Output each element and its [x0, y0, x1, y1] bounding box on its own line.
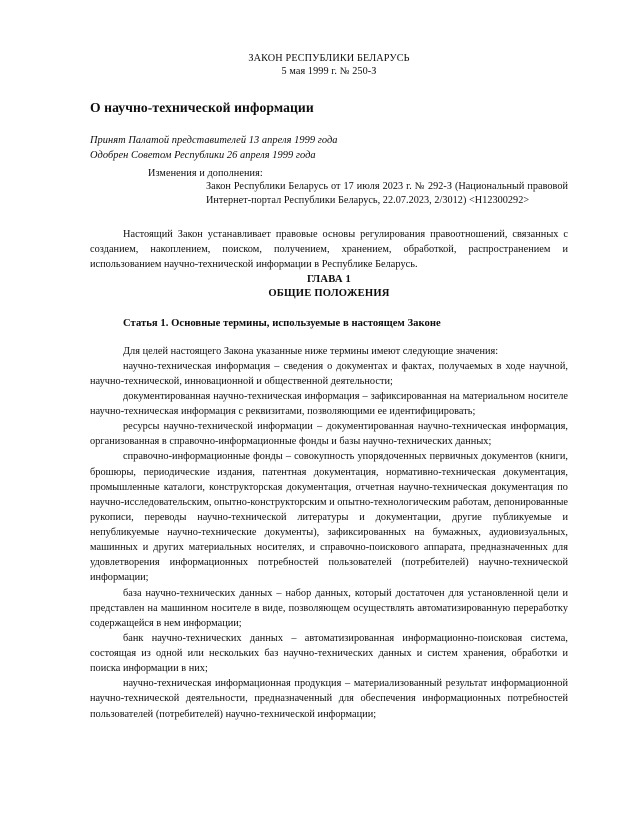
adopted-by-house-line: Принят Палатой представителей 13 апреля 1999 года [90, 135, 338, 147]
preamble-paragraph: Настоящий Закон устанавливает правовые основы регулирования правоотношений, связанных с созданием, накоплением, поиском, получением, хранением, обработкой, распространением и использованием научно-технической информации в Республике Беларусь. [90, 228, 568, 270]
definition-item: база научно-технических данных – набор данных, который достаточен для установленной цели и представлен на машинном носителе в виде, позволяющем осуществлять автоматизированную переработку содержащейся в нем информации; [90, 587, 568, 629]
definition-item: документированная научно-техническая информация – зафиксированная на материальном носителе научно-техническая информация с реквизитами, позволяющими ее идентифицировать; [90, 390, 568, 418]
definition-item: банк научно-технических данных – автоматизированная информационно-поисковая система, состоящая из одной или нескольких баз научно-технических данных и систем хранения, обработки и поиска информации в них; [90, 632, 568, 675]
amendments-reference: Закон Республики Беларусь от 17 июля 2023 г. № 292-З (Национальный правовой Интернет-портал Республики Беларусь, 22.07.2023, 2/3012) <H12300292> [206, 180, 568, 207]
chapter-title: ОБЩИЕ ПОЛОЖЕНИЯ [268, 288, 390, 300]
law-title: ЗАКОН РЕСПУБЛИКИ БЕЛАРУСЬ [248, 53, 410, 64]
chapter-number: ГЛАВА 1 [306, 273, 352, 285]
definition-item: ресурсы научно-технической информации – документированная научно-техническая информация, организованная в справочно-информационные фонды и базы научно-технических данных; [90, 421, 568, 448]
definition-item: научно-техническая информация – сведения о документах и фактах, получаемых в ходе научной, научно-технической, инновационной и общественной деятельности; [90, 360, 568, 387]
definitions-list [90, 359, 568, 722]
law-date-number: 5 мая 1999 г. № 250-З [281, 66, 377, 78]
article-lead-in: Для целей настоящего Закона указанные ниже термины имеют следующие значения: [123, 345, 499, 357]
definition-item: научно-техническая информационная продукция – материализованный результат информационной научно-технической деятельности, предназначенный для обеспечения информационных потребностей пользователей (потребителей) научно-технической информации; [90, 678, 568, 720]
document-body [90, 52, 568, 722]
page-title: О научно-технической информации [90, 100, 314, 116]
amendments-heading: Изменения и дополнения: [148, 167, 263, 179]
approved-by-council-line: Одобрен Советом Республики 26 апреля 1999 года [90, 149, 316, 161]
definition-item: справочно-информационные фонды – совокупность упорядоченных первичных документов (книги, брошюры, периодические издания, патентная документация, нормативно-техническая документация, промышленные каталоги, конструкторская документация, отчетная научно-техническая документация по научно-исследовательским, опытно-конструкторским и опытно-технологическим работам, депонированные рукописи, переводы научно-технической литературы и документации, другие публикуемые и непубликуемые научно-технические документы), зафиксированных на бумажных, аудиовизуальных, машинных и других материальных носителях, и справочно-поискового аппарата, предназначенных для удовлетворения информационных потребностей пользователей (потребителей) научно-технической информации; [90, 451, 569, 584]
article-heading: Статья 1. Основные термины, используемые в настоящем Законе [123, 317, 441, 329]
